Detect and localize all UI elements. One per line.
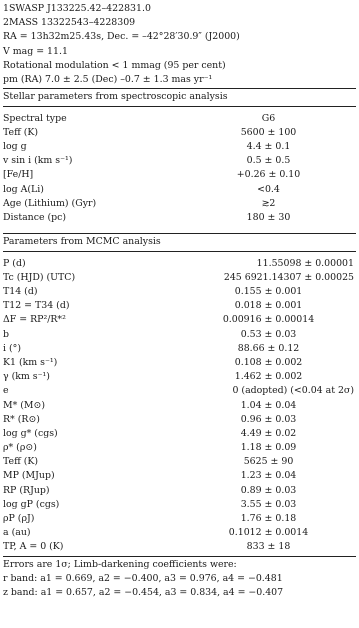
param-value: +0.26 ± 0.10 [236, 169, 301, 181]
param-label: log g [3, 141, 27, 152]
param-value: 0.1012 ± 0.0014 [228, 527, 309, 539]
param-label: [Fe/H] [3, 169, 34, 181]
param-value: G6 [261, 112, 276, 124]
param-value: 88.66 ± 0.12 [237, 342, 300, 354]
table-row [3, 257, 356, 271]
table-row [3, 313, 356, 327]
table-row [3, 140, 356, 154]
table-row [3, 455, 356, 469]
divider [3, 233, 356, 234]
param-label: log gP (cgs) [3, 498, 60, 510]
param-value: 180 ± 30 [246, 211, 291, 223]
param-label: T14 (d) [3, 286, 38, 297]
param-value: 833 ± 18 [246, 541, 291, 553]
param-value: 1.23 ± 0.04 [240, 470, 297, 482]
param-label: K1 (km s⁻¹) [3, 356, 58, 368]
param-value: 11.55098 ± 0.00001 [256, 257, 354, 269]
table-row [3, 370, 356, 384]
footnote-z-band: z band: a1 = 0.657, a2 = −0.454, a3 = 0.834, a4 = −0.407 [3, 586, 284, 598]
table-row [3, 112, 356, 126]
param-value: 0.53 ± 0.03 [240, 328, 297, 340]
param-value: 1.76 ± 0.18 [240, 513, 297, 524]
param-label: M* (M⊙) [3, 399, 46, 411]
param-value: 3.55 ± 0.03 [240, 498, 297, 510]
param-value: 245 6921.14307 ± 0.00025 [223, 271, 354, 283]
divider [3, 106, 356, 107]
param-value: 4.49 ± 0.02 [240, 427, 297, 439]
table-row [3, 211, 356, 225]
table-row [3, 271, 356, 285]
param-value: 1.04 ± 0.04 [240, 399, 297, 411]
table-row [3, 285, 356, 299]
param-value: 0.5 ± 0.5 [246, 155, 291, 167]
table-row [3, 413, 356, 427]
param-label: Distance (pc) [3, 211, 67, 223]
rotation-line: Rotational modulation < 1 mmag (95 per cent) [3, 59, 226, 71]
param-value: <0.4 [257, 183, 280, 195]
param-value: 0.89 ± 0.03 [240, 484, 297, 496]
param-label: Teff (K) [3, 456, 39, 468]
table-row [3, 356, 356, 370]
table-row [3, 484, 356, 498]
param-value: 0.00916 ± 0.00014 [222, 314, 315, 326]
param-label: b [3, 328, 10, 340]
param-label: ρP (ρJ) [3, 513, 35, 524]
param-value: 0.018 ± 0.001 [234, 300, 303, 312]
param-value: 5625 ± 90 [243, 456, 294, 468]
table-row [3, 526, 356, 540]
id-line-2mass: 2MASS 13322543–4228309 [3, 17, 136, 29]
mcmc-table [3, 257, 356, 555]
param-value: ≳2 [261, 197, 276, 209]
table-row [3, 384, 356, 398]
param-label: log g* (cgs) [3, 427, 58, 439]
param-value: 0.155 ± 0.001 [234, 286, 303, 297]
table-row [3, 342, 356, 356]
proper-motion-line: pm (RA) 7.0 ± 2.5 (Dec) –0.7 ± 1.3 mas yr⁻¹ [3, 73, 213, 85]
coordinates-line: RA = 13h32m25.43s, Dec. = –42°28′30.9″ (J2000) [3, 31, 240, 43]
spectro-table [3, 112, 356, 226]
divider [3, 88, 356, 89]
param-value: 5600 ± 100 [240, 126, 297, 138]
param-label: i (°) [3, 342, 21, 354]
table-row [3, 469, 356, 483]
param-label: P (d) [3, 257, 26, 269]
vmag-line: V mag = 11.1 [3, 45, 68, 57]
param-label: γ (km s⁻¹) [3, 371, 50, 383]
param-value: 4.4 ± 0.1 [246, 141, 291, 152]
param-label: TP, A = 0 (K) [3, 541, 64, 553]
table-row [3, 512, 356, 526]
table-row [3, 183, 356, 197]
param-label: Tc (HJD) (UTC) [3, 271, 76, 283]
param-value: 0.108 ± 0.002 [234, 356, 303, 368]
param-label: T12 = T34 (d) [3, 300, 70, 312]
table-row [3, 540, 356, 554]
param-label: MP (MJup) [3, 470, 55, 482]
table-row [3, 168, 356, 182]
param-label: ρ* (ρ⊙) [3, 442, 37, 454]
param-label: e [3, 385, 9, 397]
mcmc-section-title: Parameters from MCMC analysis [3, 236, 161, 248]
id-line-wasp: 1SWASP J133225.42–422831.0 [3, 3, 151, 14]
param-label: a (au) [3, 527, 31, 539]
param-label: ΔF = RP²/R*² [3, 314, 66, 326]
target-header [3, 2, 356, 87]
param-label: Teff (K) [3, 126, 39, 138]
table-footnote [3, 558, 356, 601]
table-row [3, 328, 356, 342]
param-label: RP (RJup) [3, 484, 50, 496]
param-label: Age (Lithium) (Gyr) [3, 197, 97, 209]
param-value: 0 (adopted) (<0.04 at 2σ) [232, 385, 354, 397]
table-row [3, 399, 356, 413]
table-row [3, 197, 356, 211]
divider [3, 251, 356, 252]
table-row [3, 427, 356, 441]
divider [3, 556, 356, 557]
table-row [3, 126, 356, 140]
table-row [3, 498, 356, 512]
param-value: 1.18 ± 0.09 [240, 442, 297, 454]
param-value: 0.96 ± 0.03 [240, 413, 297, 425]
param-label: R* (R⊙) [3, 413, 40, 425]
footnote-errors: Errors are 1σ; Limb-darkening coefficients were: [3, 558, 237, 570]
table-row [3, 441, 356, 455]
footnote-r-band: r band: a1 = 0.669, a2 = −0.400, a3 = 0.976, a4 = −0.481 [3, 572, 283, 584]
param-label: v sin i (km s⁻¹) [3, 155, 73, 167]
param-value: 1.462 ± 0.002 [234, 371, 303, 383]
table-row [3, 299, 356, 313]
param-label: Spectral type [3, 112, 67, 124]
param-label: log A(Li) [3, 183, 44, 195]
spectro-section-title: Stellar parameters from spectroscopic analysis [3, 91, 228, 103]
table-row [3, 154, 356, 168]
